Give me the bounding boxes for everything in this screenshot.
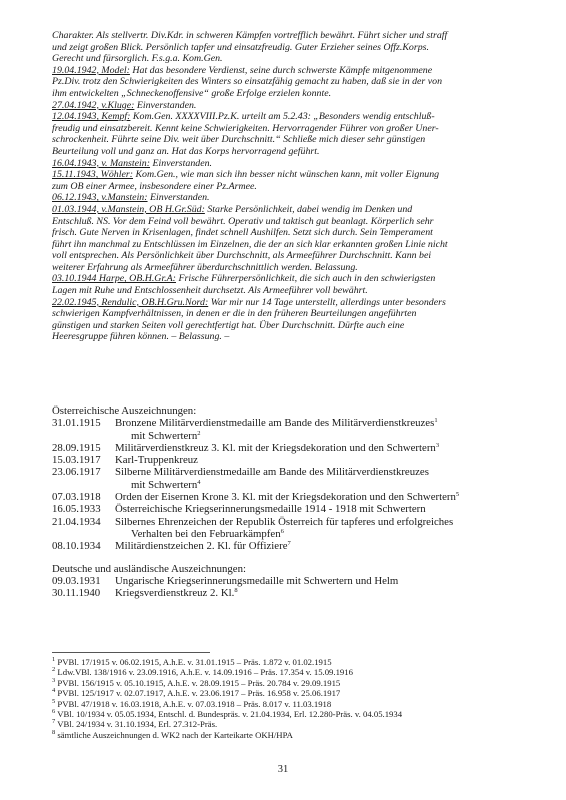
assessment-text: Einverstanden. bbox=[134, 99, 197, 111]
text-line bbox=[52, 192, 514, 204]
assessment-text: Frische Führerpersönlichkeit, die sich auch in den schwierigsten bbox=[175, 273, 436, 285]
decoration-date: 31.01.1915 bbox=[52, 417, 101, 430]
text-line: Heeresgruppe führen können. – Belassung. – bbox=[52, 331, 230, 343]
decoration-name: Orden der Eisernen Krone 3. Kl. mit der Kriegsdekoration und den Schwertern$^5$ bbox=[115, 491, 460, 504]
decoration-name: Bronzene Militärverdienstmedaille am Bande des Militärverdienstkreuzes$^1$ bbox=[115, 417, 438, 430]
decoration-date: 21.04.1934 bbox=[52, 515, 101, 528]
decoration-name: Militärverdienstkreuz 3. Kl. mit der Kriegsdekoration und den Schwertern$^3$ bbox=[115, 441, 440, 454]
decoration-entry bbox=[52, 587, 522, 599]
decoration-entry bbox=[52, 417, 522, 429]
text-line bbox=[52, 111, 514, 123]
text-line: günstigen und starken Seiten voll gerechtfertigt hat. Über Durchschnitt. Dürfte auch eine bbox=[52, 319, 405, 331]
decoration-name: Silberne Militärverdienstmedaille am Bande des Militärverdienstkreuzes bbox=[115, 466, 429, 479]
text-line: Gerecht und fürsorglich. F.s.g.a. Kom.Gen. bbox=[52, 53, 223, 65]
foreign-decorations-heading: Deutsche und ausländische Auszeichnungen: bbox=[52, 562, 246, 575]
footnote-8: $^8$ sämtliche Auszeichnungen d. WK2 nach der Karteikarte OKH/HPA bbox=[52, 728, 293, 740]
assessment-text: Starke Persönlichkeit, dabei wendig im Denken und bbox=[204, 203, 413, 215]
assessment-text: Kom.Gen., wie man sich ihn besser nicht wünschen kann, mit voller Eignung bbox=[133, 169, 440, 181]
footnote-number: 4 bbox=[52, 687, 56, 695]
text-line bbox=[52, 297, 514, 309]
decoration-continuation: mit Schwertern$^4$ bbox=[131, 478, 201, 491]
assessment-text: Kom.Gen. XXXXVIII.Pz.K. urteilt am 5.2.43: „Besonders wendig entschluß- bbox=[130, 111, 435, 123]
footnote-number: 8 bbox=[52, 728, 56, 736]
decoration-date: 28.09.1915 bbox=[52, 441, 101, 454]
footnote-marker: 6 bbox=[280, 527, 284, 535]
text-line bbox=[52, 100, 514, 112]
text-line: frisch. Gute Nerven in Krisenlagen, findet schnell Aushilfen. Setzt sich durch. Sein Temperament bbox=[52, 227, 433, 239]
footnote-marker: 5 bbox=[455, 491, 460, 499]
austrian-decorations-list bbox=[52, 417, 522, 552]
footnote-number: 2 bbox=[52, 666, 56, 674]
assessment-text: Einverstanden. bbox=[150, 157, 212, 169]
decoration-date: 15.03.1917 bbox=[52, 454, 101, 467]
page-number: 31 bbox=[277, 764, 289, 775]
decoration-date: 07.03.1918 bbox=[52, 491, 101, 504]
decoration-date: 23.06.1917 bbox=[52, 466, 101, 479]
text-line bbox=[52, 158, 514, 170]
text-line bbox=[52, 273, 514, 285]
footnote-marker: 7 bbox=[287, 540, 291, 548]
decoration-name: Karl-Truppenkreuz bbox=[115, 454, 198, 467]
text-line: Pz.Div. trotz den Schwierigkeiten des Winters so einsatzfähig gemacht zu haben, daß sie in der von bbox=[52, 76, 443, 88]
text-line: zum OB einer Armee, insbesondere einer Pz.Armee. bbox=[52, 180, 257, 192]
assessment-reference: 22.02.1945, Rendulic, OB.H.Gru.Nord: bbox=[52, 296, 209, 308]
footnote-6: $^6$ VBl. 10/1934 v. 05.05.1934, Entschl. d. Bundespräs. v. 21.04.1934, Erl. 12.280-Präs. v. 04.05.1934 bbox=[52, 708, 403, 720]
footnote-1: $^1$ PVBl. 17/1915 v. 06.02.1915, A.h.E. v. 31.01.1915 – Präs. 1.872 v. 01.02.1915 bbox=[52, 656, 332, 667]
decoration-entry bbox=[52, 466, 522, 478]
assessment-reference: 15.11.1943, Wöhler: bbox=[52, 169, 133, 181]
decoration-continuation: Verhalten bei den Februarkämpfen$^6$ bbox=[131, 527, 284, 540]
text-line: weiterer Erfahrung als Armeeführer überdurchschnittlich werden. Belassung. bbox=[52, 261, 358, 273]
assessment-reference: 12.04.1943, Kempf: bbox=[52, 111, 131, 123]
text-line: schwierigen Kampfverhältnissen, in denen er die in den früheren Beurteilungen angeführten bbox=[52, 308, 417, 320]
assessment-reference: 27.04.1942, v.Kluge: bbox=[52, 99, 135, 111]
decoration-entry bbox=[52, 454, 522, 466]
footnote-7: $^7$ VBl. 24/1934 v. 31.10.1934, Erl. 27.312-Präs. bbox=[52, 718, 218, 730]
decoration-date: 16.05.1933 bbox=[52, 503, 101, 516]
decoration-entry bbox=[52, 516, 522, 528]
decoration-entry bbox=[52, 491, 522, 503]
austrian-decorations-heading: Österreichische Auszeichnungen: bbox=[52, 405, 197, 417]
footnote-4: $^4$ PVBl. 125/1917 v. 02.07.1917, A.h.E. v. 23.06.1917 – Präs. 16.958 v. 25.06.1917 bbox=[52, 687, 341, 699]
footnote-divider bbox=[52, 652, 210, 653]
footnote-marker: 1 bbox=[434, 417, 438, 425]
footnote-number: 5 bbox=[52, 697, 56, 705]
decoration-name: Österreichische Kriegserinnerungsmedaille 1914 - 1918 mit Schwertern bbox=[115, 503, 426, 516]
assessment-reference: 16.04.1943, v. Manstein: bbox=[52, 157, 151, 169]
assessment-section bbox=[52, 30, 514, 343]
assessment-text: Hat das besondere Verdienst, seine durch schwerste Kämpfe mitgenommene bbox=[129, 64, 433, 76]
footnotes bbox=[52, 657, 522, 740]
decoration-date: 09.03.1931 bbox=[52, 574, 101, 587]
footnote-5: $^5$ PVBl. 47/1918 v. 16.03.1918, A.h.E. v. 07.03.1918 – Präs. 8.017 v. 11.03.1918 bbox=[52, 697, 332, 709]
decoration-entry bbox=[52, 540, 522, 552]
decoration-entry bbox=[52, 503, 522, 515]
text-line: führt ihn manchmal zu Entschlüssen im Einzelnen, die der an sich klar erkannten großen Linie nicht bbox=[52, 238, 448, 250]
decoration-entry bbox=[52, 442, 522, 454]
decoration-name: Silbernes Ehrenzeichen der Republik Österreich für tapferes und erfolgreiches bbox=[115, 515, 454, 528]
assessment-text: Einverstanden. bbox=[147, 192, 210, 204]
decoration-date: 08.10.1934 bbox=[52, 540, 101, 553]
footnote-marker: 8 bbox=[234, 587, 238, 595]
assessment-reference: 01.03.1944, v.Manstein, OB H.Gr.Süd: bbox=[52, 203, 205, 215]
text-line: Beurteilung voll und ganz an. Hat das Korps hervorragend geführt. bbox=[52, 145, 320, 157]
text-line: Lagen mit Ruhe und Entschlossenheit durchsetzt. Als Armeeführer voll bewährt. bbox=[52, 285, 368, 297]
footnote-marker: 4 bbox=[197, 478, 201, 486]
decoration-continuation: mit Schwertern$^2$ bbox=[131, 429, 201, 442]
decorations-section bbox=[52, 405, 522, 599]
text-line: voll entsprechen. Als Persönlichkeit über Durchschnitt, als Armeeführer Durchschnitt. Kann bei bbox=[52, 250, 432, 262]
text-line: Entschluß. NS. Vor dem Feind voll bewährt. Operativ und taktisch gut beanlagt. Körperlich sehr bbox=[52, 215, 434, 227]
footnote-number: 7 bbox=[52, 718, 56, 726]
text-line: ihm entwickelten „Schneckenoffensive“ große Erfolge erzielen konnte. bbox=[52, 87, 332, 99]
assessment-reference: 19.04.1942, Model: bbox=[52, 64, 130, 76]
assessment-text: War mir nur 14 Tage unterstellt, allerdings unter besonders bbox=[208, 296, 446, 308]
footnote-number: 3 bbox=[52, 676, 56, 684]
footnote-2: $^2$ Ldw.VBl. 138/1916 v. 23.09.1916, A.h.E. v. 14.09.1916 – Präs. 17.354 v. 15.09.1916 bbox=[52, 666, 353, 678]
footnote-3: $^3$ PVBl. 156/1915 v. 05.10.1915, A.h.E. v. 28.09.1915 – Präs. 20.784 v. 29.09.1915 bbox=[52, 676, 341, 688]
text-line bbox=[52, 204, 514, 216]
footnote-marker: 2 bbox=[197, 429, 201, 437]
decoration-entry bbox=[52, 575, 522, 587]
text-line bbox=[52, 65, 514, 77]
footnote-number: 6 bbox=[52, 708, 56, 716]
assessment-reference: 06.12.1943, v.Manstein: bbox=[52, 192, 148, 204]
text-line: freudig und einsatzbereit. Kennt keine Schwierigkeiten. Hervorragender Führer von großer Uner- bbox=[52, 122, 439, 134]
text-line: Charakter. Als stellvertr. Div.Kdr. in schweren Kämpfen vortrefflich bewährt. Führt sicher und straff bbox=[52, 30, 448, 41]
text-line: und zeigt großen Blick. Persönlich tapfer und einsatzfreudig. Guter Erzieher seines Offz.Korps. bbox=[52, 41, 429, 53]
footnote-marker: 3 bbox=[435, 441, 440, 449]
assessment-reference: 03.10.1944 Harpe, OB.H.Gr.A: bbox=[52, 273, 176, 285]
text-line: schrockenheit. Führte seine Div. weit über Durchschnitt.“ Schließe mich dieser sehr günstigen bbox=[52, 134, 426, 146]
decoration-name: Kriegsverdienstkreuz 2. Kl.$^8$ bbox=[115, 587, 238, 600]
decoration-name: Militärdienstzeichen 2. Kl. für Offiziere$^7$ bbox=[115, 540, 291, 553]
footnote-number: 1 bbox=[52, 656, 56, 663]
foreign-decorations-list bbox=[52, 575, 522, 600]
decoration-name: Ungarische Kriegserinnerungsmedaille mit Schwertern und Helm bbox=[115, 574, 399, 587]
text-line bbox=[52, 169, 514, 181]
decoration-date: 30.11.1940 bbox=[52, 587, 101, 600]
